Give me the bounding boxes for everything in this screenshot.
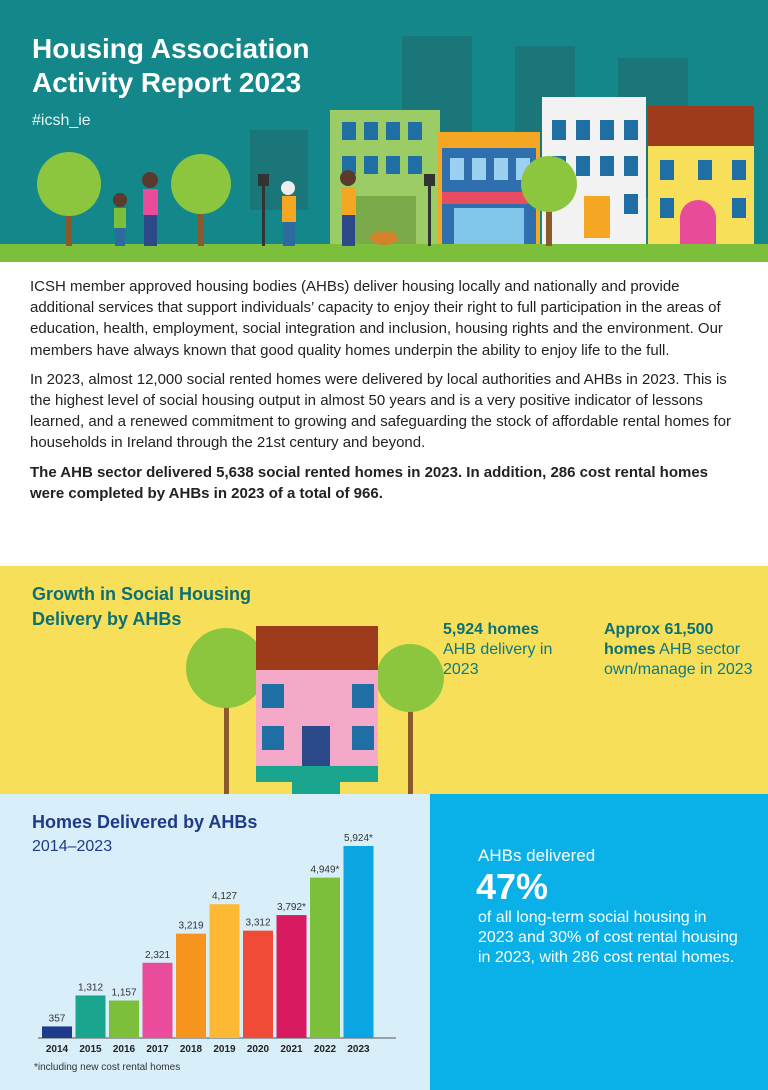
stat-homes-managed: Approx 61,500 homes AHB sector own/manage in 2023 [604, 621, 753, 678]
intro-text [30, 276, 738, 512]
bar-2018 [176, 934, 206, 1038]
house-illustration [0, 566, 768, 794]
bar-2023 [344, 846, 374, 1038]
growth-section [0, 566, 768, 794]
share-percent: 47% [476, 866, 549, 907]
hero-banner [0, 0, 768, 262]
category-label-2018: 2018 [179, 1044, 203, 1055]
growth-title: Growth in Social Housing Delivery by AHBs [32, 584, 252, 629]
category-label-2017: 2017 [146, 1044, 169, 1055]
value-label-2014: 357 [48, 1013, 66, 1025]
chart-subtitle: 2014–2023 [32, 838, 113, 855]
stat-homes-delivered: 5,924 homes AHB delivery in 2023 [443, 621, 553, 678]
chart-footnote: *including new cost rental homes [34, 1062, 181, 1073]
category-label-2020: 2020 [246, 1044, 270, 1055]
category-label-2016: 2016 [112, 1044, 136, 1055]
bar-2021 [277, 915, 307, 1038]
bar-2020 [243, 931, 273, 1038]
value-label-2023: 5,924* [344, 833, 373, 844]
category-label-2015: 2015 [79, 1044, 102, 1055]
value-label-2016: 1,157 [111, 987, 137, 999]
bar-2016 [109, 1001, 139, 1038]
category-label-2014: 2014 [45, 1044, 69, 1055]
value-label-2019: 4,127 [211, 891, 238, 903]
bar-2022 [310, 878, 340, 1038]
value-label-2018: 3,219 [178, 920, 204, 932]
value-label-2020: 3,312 [245, 917, 271, 929]
chart-title: Homes Delivered by AHBs [32, 812, 258, 832]
value-label-2017: 2,321 [144, 949, 171, 961]
category-label-2022: 2022 [313, 1044, 337, 1055]
intro-paragraph-1: ICSH member approved housing bodies (AHBs) deliver housing locally and nationally and provide additional services that support individuals’ capacity to enjoy their right to full participation in the areas of education, health, employment, social integration and inclusion, housing rights and the environment. Our members have always known that good quality homes underpin the ability to enjoy life to the full. [30, 278, 723, 359]
value-label-2021: 3,792* [277, 902, 306, 914]
share-panel [430, 794, 768, 1090]
bar-2017 [143, 963, 173, 1038]
category-label-2023: 2023 [347, 1044, 370, 1055]
share-text: of all long-term social housing in 2023 and 30% of cost rental housing in 2023, with 286 cost rental homes. [478, 909, 738, 966]
category-label-2019: 2019 [213, 1044, 236, 1055]
bar-2015 [76, 995, 106, 1038]
chart-section [0, 794, 430, 1090]
bar-2014 [42, 1026, 72, 1038]
report-title: Housing Association Activity Report 2023 [32, 33, 310, 98]
bar-2019 [210, 904, 240, 1038]
value-label-2015: 1,312 [77, 982, 104, 994]
hashtag: #icsh_ie [32, 112, 91, 129]
intro-paragraph-3: The AHB sector delivered 5,638 social rented homes in 2023. In addition, 286 cost rental homes were completed by AHBs in 2023 of a total of 966. [30, 463, 709, 502]
category-label-2021: 2021 [280, 1044, 303, 1055]
value-label-2022: 4,949* [310, 864, 340, 876]
intro-paragraph-2: In 2023, almost 12,000 social rented homes were delivered by local authorities and AHBs in 2023. This is the highest level of social housing output in almost 50 years and is a very positive indicator of lessons learned, and a renewed commitment to growing and safeguarding the stock of affordable rental homes for households in Ireland through the 21st century and beyond. [30, 370, 731, 452]
share-intro: AHBs delivered [478, 846, 596, 865]
